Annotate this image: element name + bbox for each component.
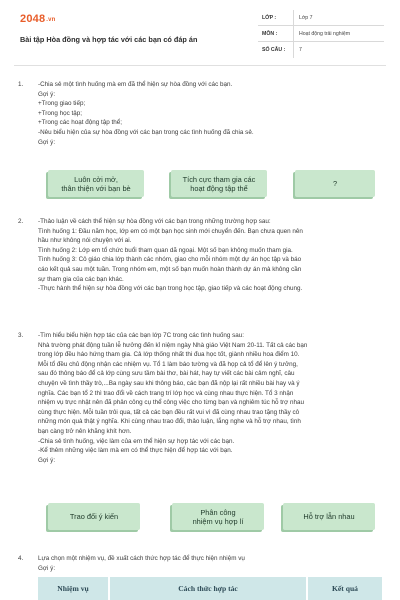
question-line: cùng thực hiện. Mỗi tuần trôi qua, tất cả các bạn đều rất vui vì đã cùng nhau trao tặng thầy cô — [38, 408, 300, 416]
meta-key: LỚP : — [258, 10, 294, 25]
meta-key: MÔN : — [258, 26, 294, 41]
page-title: Bài tập Hòa đồng và hợp tác với các bạn có đáp án — [20, 35, 198, 44]
question-line: Lựa chọn một nhiệm vụ, đề xuất cách thức hợp tác để thực hiện nhiệm vụ — [38, 555, 245, 562]
question-line: cáo kết quả sau một tuần. Trong nhóm em, một số bạn muốn hoàn thành dự án mà không cần — [38, 265, 302, 273]
question-line: sau đó thông báo để cả lớp cùng sưu tầm bài thơ, bài hát, hay tự viết các bài cảm nghĩ, câu — [38, 370, 295, 378]
question-1 — [18, 80, 382, 147]
meta-key: SỐ CÂU : — [258, 42, 294, 58]
meta-value: Hoạt động trải nghiệm — [299, 30, 351, 37]
question-line: Tình huống 2: Lớp em tổ chức buổi tham quan dã ngoại. Một số bạn không muốn tham gia. — [38, 246, 293, 254]
table-header-cell: Nhiệm vụ — [38, 577, 110, 600]
question-line: -Chia sẻ tình huống, việc làm của em thể hiện sự hợp tác với các bạn. — [38, 437, 235, 445]
question-line: Gợi ý: — [38, 138, 56, 146]
question-line: -Thực hành thể hiện sự hòa đồng với các bạn trong học tập, giao tiếp và các hoạt động chung. — [38, 285, 303, 293]
question-line: -Nêu biểu hiện của sự hòa đồng với các bạn trong các tình huống đã chia sẻ. — [38, 128, 254, 136]
question-line: Tình huống 3: Cô giáo chia lớp thành các nhóm, giao cho mỗi nhóm một dự án học tập và báo — [38, 256, 302, 264]
meta-value: 7 — [299, 47, 302, 53]
question-line: Tình huống 1: Đầu năm học, lớp em có một bạn học sinh mới chuyển đến. Bạn chưa quen nên — [38, 227, 303, 235]
question-line: Mỗi tổ đều chủ động nhận các nhiệm vụ. Tổ 1 làm báo tường và đã họp cả tổ để lên ý tưởng, — [38, 360, 298, 368]
question-number: 4. — [18, 555, 24, 562]
site-logo[interactable]: 2048.vn — [20, 13, 56, 25]
hint-box: Luôn cởi mở, thân thiện với bạn bè — [48, 170, 144, 197]
hint-box: Tích cực tham gia các hoạt động tập thể — [171, 170, 267, 197]
question-line: Nhà trường phát động tuần lễ hưởng đến kỉ niệm ngày Nhà giáo Việt Nam 20-11. Tất cả các bạn — [38, 341, 308, 349]
meta-value: Lớp 7 — [299, 14, 313, 21]
question-number: 1. — [18, 81, 24, 88]
question-line: nhiệm vụ trực nhật nên đã phân công cụ thể công việc cho từng bạn và nghiêm túc hỗ trợ nhau — [38, 399, 305, 407]
question-line: Gợi ý: — [38, 90, 56, 98]
document-header — [14, 8, 386, 62]
question-line: Gợi ý: — [38, 456, 56, 464]
meta-row-subject — [258, 26, 384, 42]
question-4 — [18, 554, 382, 573]
table-header-cell: Kết quả — [308, 577, 382, 600]
question-line: sự tham gia của các bạn khác. — [38, 275, 124, 283]
question-number: 2. — [18, 218, 24, 225]
header-divider — [14, 65, 386, 66]
question-line: -Kể thêm những việc làm mà em có thể thực hiện để hợp tác với bạn. — [38, 447, 233, 455]
meta-row-class — [258, 10, 384, 26]
hint-box-question-mark: ? — [295, 170, 375, 197]
meta-table — [258, 10, 384, 58]
question-2 — [18, 217, 382, 294]
question-line: bạn càng trở nên khăng khít hơn. — [38, 427, 132, 435]
question-3 — [18, 331, 382, 465]
question-line: nghĩa. Các bạn tổ 2 thì trao đổi về cách trang trí lớp học và cùng nhau thực hiện. Tổ 3 nhận — [38, 389, 294, 397]
question-line: +Trong giao tiếp; — [38, 100, 86, 108]
question-line: Gợi ý: — [38, 564, 56, 572]
question-line: chuyện về tình thầy trò,...Ba ngày sau khi thông báo, các bạn đã nộp lại rất nhiều bài hay và ý — [38, 379, 300, 387]
meta-row-count — [258, 42, 384, 58]
question-line: những món quà thật ý nghĩa. Khi cùng nhau trao đổi, thảo luận, lắng nghe và hỗ trợ nhau, tình — [38, 418, 301, 426]
question-line: -Thảo luận về cách thể hiện sự hòa đồng với các bạn trong những trường hợp sau: — [38, 218, 271, 225]
question-number: 3. — [18, 332, 24, 339]
question-line: hầu như không nói chuyện với ai. — [38, 237, 132, 245]
question-line: +Trong các hoạt động tập thể; — [38, 119, 122, 127]
question-line: -Tìm hiểu biểu hiện hợp tác của các bạn lớp 7C trong các tình huống sau: — [38, 332, 245, 339]
question-line: trong lớp đều háo hứng tham gia. Cả lớp thống nhất thi đua học tốt, giành nhiều hoa điểm 10. — [38, 351, 300, 359]
question-line: +Trong học tập; — [38, 109, 83, 117]
hint-box: Trao đổi ý kiến — [48, 503, 140, 530]
table-header-cell: Cách thức hợp tác — [110, 577, 308, 600]
hint-box: Phân công nhiệm vụ hợp lí — [172, 503, 264, 530]
hint-box: Hỗ trợ lẫn nhau — [283, 503, 375, 530]
collaboration-table-header — [38, 577, 382, 600]
question-line: -Chia sẻ một tình huống mà em đã thể hiện sự hòa đồng với các bạn. — [38, 81, 233, 88]
